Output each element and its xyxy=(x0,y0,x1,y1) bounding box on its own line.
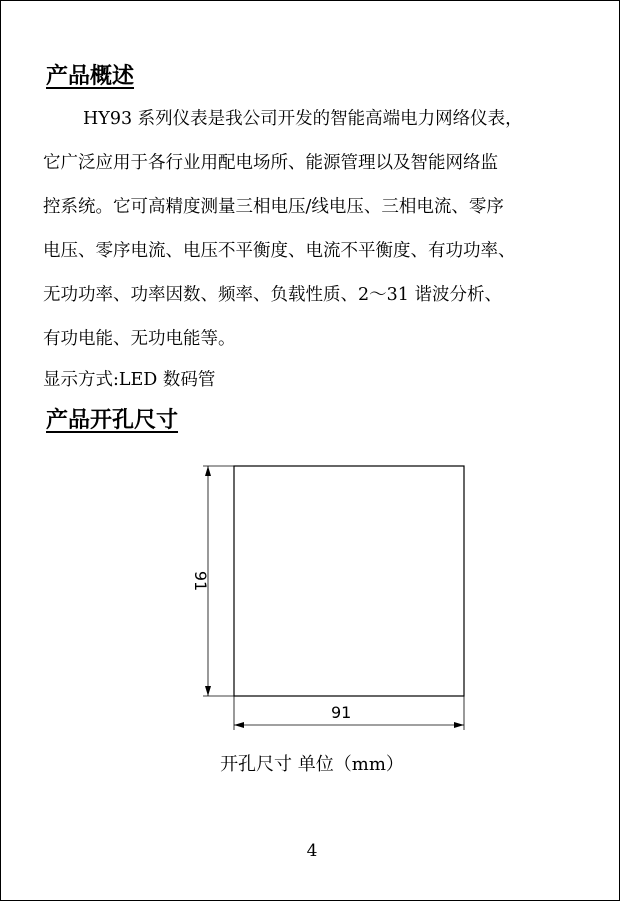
arrow-down-icon xyxy=(205,686,211,696)
paragraph-line: 控系统。它可高精度测量三相电压/线电压、三相电流、零序 xyxy=(43,197,504,217)
arrow-up-icon xyxy=(205,466,211,476)
arrow-right-icon xyxy=(454,722,464,728)
display-mode-text: 显示方式:LED 数码管 xyxy=(43,370,216,390)
paragraph-line: 电压、零序电流、电压不平衡度、电流不平衡度、有功功率、 xyxy=(43,241,516,261)
section-title-overview: 产品概述 xyxy=(46,64,135,89)
page-number: 4 xyxy=(306,841,318,861)
paragraph-line: 它广泛应用于各行业用配电场所、能源管理以及智能网络监 xyxy=(43,153,498,173)
height-dimension-label: 91 xyxy=(191,570,211,592)
width-dimension-label: 91 xyxy=(331,703,352,722)
arrow-left-icon xyxy=(234,722,244,728)
section-title-cutout: 产品开孔尺寸 xyxy=(46,408,179,433)
paragraph-line: 无功功率、功率因数、频率、负载性质、2～31 谐波分析、 xyxy=(43,285,502,305)
cutout-square xyxy=(234,466,464,696)
paragraph-line: 有功电能、无功电能等。 xyxy=(43,329,236,349)
paragraph-line: HY93 系列仪表是我公司开发的智能高端电力网络仪表， xyxy=(83,109,523,129)
diagram-caption: 开孔尺寸 单位（mm） xyxy=(220,754,404,775)
